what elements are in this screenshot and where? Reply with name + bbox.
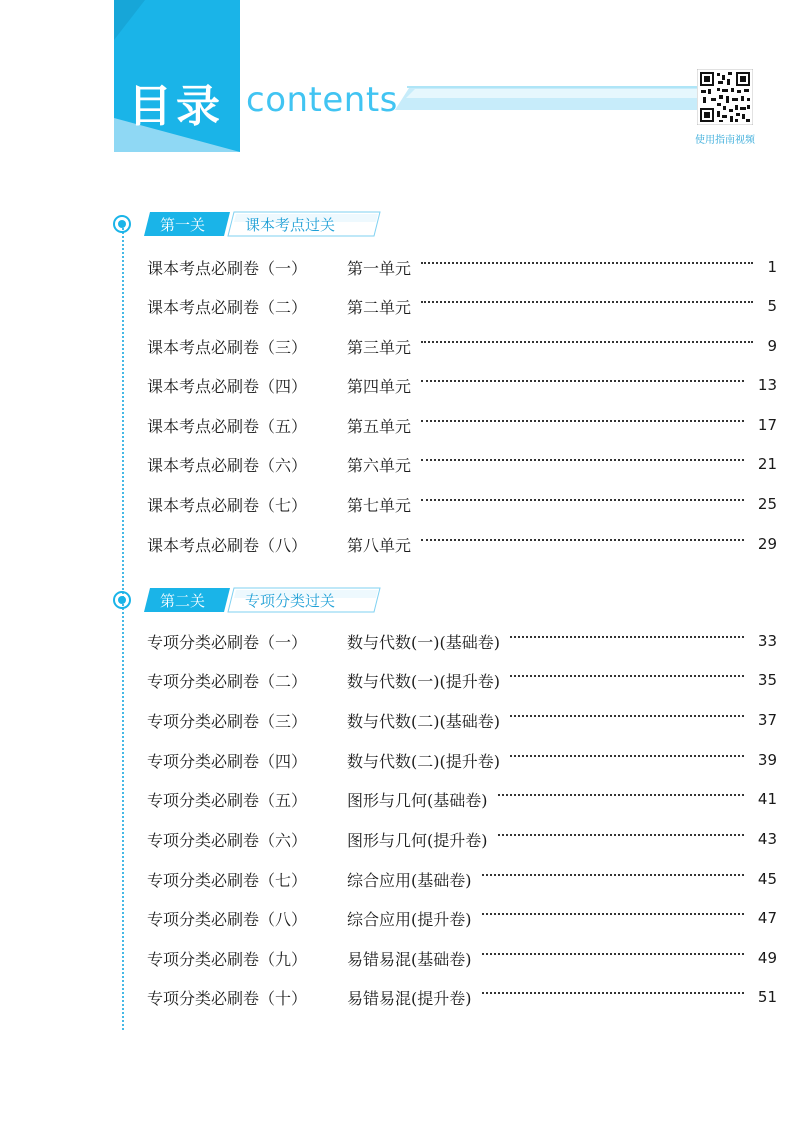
leader-dots <box>482 874 744 876</box>
leader-dots <box>421 301 753 303</box>
volume-label: 专项分类必刷卷（八） <box>147 909 308 929</box>
page-number: 25 <box>757 495 777 513</box>
section-label: 第一关 <box>160 216 206 234</box>
page-number: 41 <box>757 790 777 808</box>
page-number: 49 <box>757 949 777 967</box>
leader-dots <box>510 755 744 757</box>
topic-label: 数与代数(一)(基础卷) <box>347 632 500 652</box>
topic-label: 数与代数(一)(提升卷) <box>347 671 500 691</box>
toc-row[interactable] <box>147 827 777 851</box>
toc-row[interactable] <box>147 867 777 891</box>
toc-row[interactable] <box>147 373 777 397</box>
page-number: 43 <box>757 830 777 848</box>
section-title: 专项分类过关 <box>245 592 336 610</box>
leader-dots <box>421 499 744 501</box>
leader-dots <box>421 539 744 541</box>
volume-label: 专项分类必刷卷（一） <box>147 632 308 652</box>
topic-label: 第一单元 <box>347 258 412 278</box>
volume-label: 专项分类必刷卷（五） <box>147 790 308 810</box>
topic-label: 易错易混(基础卷) <box>347 949 472 969</box>
page-number: 39 <box>757 751 777 769</box>
page-number: 29 <box>757 535 777 553</box>
volume-label: 课本考点必刷卷（七） <box>147 495 308 515</box>
topic-label: 第五单元 <box>347 416 412 436</box>
leader-dots <box>421 262 753 264</box>
page-number: 9 <box>767 337 777 355</box>
page-number: 37 <box>757 711 777 729</box>
page-subtitle: contents <box>246 80 398 120</box>
page-number: 47 <box>757 909 777 927</box>
section-label: 第二关 <box>160 592 206 610</box>
toc-row[interactable] <box>147 668 777 692</box>
page-number: 1 <box>767 258 777 276</box>
toc-row[interactable] <box>147 946 777 970</box>
section-header-2 <box>112 584 412 616</box>
toc-row[interactable] <box>147 334 777 358</box>
leader-dots <box>421 420 744 422</box>
volume-label: 专项分类必刷卷（九） <box>147 949 308 969</box>
volume-label: 课本考点必刷卷（六） <box>147 455 308 475</box>
leader-dots <box>421 459 744 461</box>
volume-label: 专项分类必刷卷（三） <box>147 711 308 731</box>
leader-dots <box>498 794 744 796</box>
volume-label: 课本考点必刷卷（二） <box>147 297 308 317</box>
section-header-1 <box>112 208 412 240</box>
toc-row[interactable] <box>147 255 777 279</box>
topic-label: 图形与几何(基础卷) <box>347 790 488 810</box>
topic-label: 第二单元 <box>347 297 412 317</box>
leader-dots <box>510 636 744 638</box>
volume-label: 课本考点必刷卷（五） <box>147 416 308 436</box>
topic-label: 第七单元 <box>347 495 412 515</box>
page-number: 17 <box>757 416 777 434</box>
page-number: 45 <box>757 870 777 888</box>
volume-label: 专项分类必刷卷（二） <box>147 671 308 691</box>
qr-code-icon[interactable] <box>697 69 753 125</box>
toc-row[interactable] <box>147 413 777 437</box>
page-number: 35 <box>757 671 777 689</box>
toc-row[interactable] <box>147 787 777 811</box>
vertical-guide <box>122 224 124 1030</box>
volume-label: 专项分类必刷卷（十） <box>147 988 308 1008</box>
toc-row[interactable] <box>147 492 777 516</box>
toc-row[interactable] <box>147 294 777 318</box>
volume-label: 专项分类必刷卷（六） <box>147 830 308 850</box>
leader-dots <box>498 834 744 836</box>
toc-row[interactable] <box>147 532 777 556</box>
volume-label: 课本考点必刷卷（八） <box>147 535 308 555</box>
topic-label: 数与代数(二)(提升卷) <box>347 751 500 771</box>
topic-label: 综合应用(提升卷) <box>347 909 472 929</box>
topic-label: 第六单元 <box>347 455 412 475</box>
page-title: 目录 <box>128 81 224 132</box>
volume-label: 课本考点必刷卷（一） <box>147 258 308 278</box>
topic-label: 数与代数(二)(基础卷) <box>347 711 500 731</box>
topic-label: 综合应用(基础卷) <box>347 870 472 890</box>
page-number: 21 <box>757 455 777 473</box>
topic-label: 第八单元 <box>347 535 412 555</box>
leader-dots <box>482 913 744 915</box>
page-number: 33 <box>757 632 777 650</box>
volume-label: 课本考点必刷卷（三） <box>147 337 308 357</box>
toc-row[interactable] <box>147 629 777 653</box>
section-title: 课本考点过关 <box>245 216 336 234</box>
topic-label: 第三单元 <box>347 337 412 357</box>
volume-label: 专项分类必刷卷（七） <box>147 870 308 890</box>
leader-dots <box>421 341 753 343</box>
leader-dots <box>421 380 744 382</box>
page-number: 51 <box>757 988 777 1006</box>
topic-label: 第四单元 <box>347 376 412 396</box>
leader-dots <box>510 715 744 717</box>
topic-label: 易错易混(提升卷) <box>347 988 472 1008</box>
toc-row[interactable] <box>147 708 777 732</box>
qr-caption: 使用指南视频 <box>695 135 755 146</box>
page-number: 5 <box>767 297 777 315</box>
leader-dots <box>482 953 744 955</box>
page-number: 13 <box>757 376 777 394</box>
toc-row[interactable] <box>147 985 777 1009</box>
volume-label: 课本考点必刷卷（四） <box>147 376 308 396</box>
toc-row[interactable] <box>147 906 777 930</box>
toc-row[interactable] <box>147 748 777 772</box>
header-stripe <box>395 84 700 114</box>
leader-dots <box>482 992 744 994</box>
volume-label: 专项分类必刷卷（四） <box>147 751 308 771</box>
toc-row[interactable] <box>147 452 777 476</box>
topic-label: 图形与几何(提升卷) <box>347 830 488 850</box>
leader-dots <box>510 675 744 677</box>
